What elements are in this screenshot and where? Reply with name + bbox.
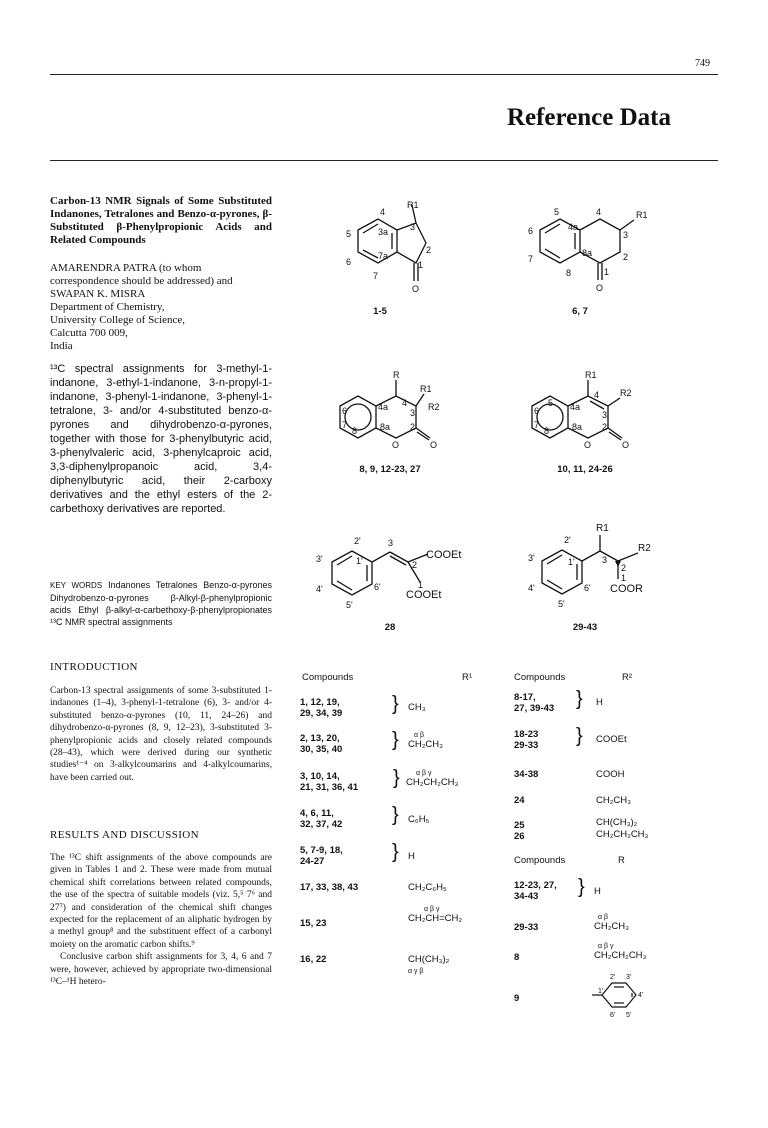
structure-label: 3' [528,553,535,563]
table-row-value: CH₂CH=CH₂ [408,913,463,924]
structure-label: 5 [554,207,560,217]
table-row-compounds: 9 [514,993,520,1004]
author-block [50,262,272,353]
introduction-text: Carbon-13 spectral assignments of some 3-substituted 1-indanones (1–4), 3-phenyl-1-tetralone (6), 3- and/or 4-substituted benzo-α-pyrones (10, 11, 24–26) and dihydrobenzo-α-pyrones (8, 9, 12–23), 3-substituted 3-phenylpropionic acids and closely related compounds (28–43), which were derived during our synthetic studies¹⁻⁴ on 3-alkylcoumarins and 4-alkylcoumarins, have been carried out. [50,686,272,783]
table-row-compounds: 17, 33, 38, 43 [300,882,359,893]
structure-label: 2 [623,252,629,262]
brace: } [578,876,585,898]
phenyl-label: 4' [638,992,644,999]
structure-label: 1' [568,557,575,567]
structure-label: 1 [418,580,424,590]
affiliation-line: Calcutta 700 009, [50,327,128,339]
table-row-compounds: 18-23 [514,729,539,740]
structure-label: 6 [534,406,540,416]
structure-tetralone [510,200,690,310]
author-line: AMARENDRA PATRA (to whom correspondence should be addressed) and [50,262,233,287]
structure-label: R [393,370,400,380]
structure-label: 7 [373,271,379,281]
structure-label: 3 [410,408,416,418]
structure-label: 3 [623,230,629,240]
structure-label: R1 [636,210,648,220]
structure-label: 8 [544,426,550,436]
affiliation-line: Department of Chemistry, [50,301,165,313]
table-row-value: COOH [596,769,625,780]
structure-label: 2' [564,535,571,545]
brace: } [392,841,399,863]
table-header: R¹ [462,672,473,683]
table-row-value: CH₂C₆H₅ [408,882,447,893]
structure-label: 6' [374,582,381,592]
greek-labels: α β γ [416,770,432,777]
table-row-value: H [408,851,415,862]
table-r [514,855,714,1035]
structure-label: 5 [548,398,554,408]
keywords-label: KEY WORDS [50,581,103,590]
structure-label: O [584,440,592,450]
structure-caption: 28 [384,622,396,633]
table-row-compounds: 34-38 [514,769,539,780]
structure-label: 5' [346,600,353,610]
table-row-value: CH₂CH₂CH₃ [406,777,459,788]
results-text [50,852,272,988]
brace: } [576,688,583,710]
structure-label: 6 [346,257,352,267]
structure-label: 3' [316,554,323,564]
structure-label: 4 [402,398,408,408]
table-row-compounds: 32, 37, 42 [300,819,343,830]
structure-caption: 1-5 [373,306,387,317]
table-row-compounds: 26 [514,831,525,842]
table-row-compounds: 27, 39-43 [514,703,555,714]
structure-label: 8 [566,268,572,278]
structure-label: 1 [621,573,627,583]
structure-label: 8a [572,422,583,432]
structure-label: 5 [346,229,352,239]
keywords-text: Indanones Tetralones Benzo-α-pyrones Dihydrobenzo-α-pyrones β-Alkyl-β-phenylpropionic acids Ethyl β-alkyl-α-carbethoxy-β-phenylpropionates ¹³C NMR spectral assignments [50,580,272,627]
table-header: R [618,855,625,866]
table-row-value: CH₂CH₃ [596,795,631,806]
results-heading: RESULTS AND DISCUSSION [50,829,199,841]
structure-label: R1 [585,370,597,380]
structure-label: 4 [596,207,602,217]
structure-label: R2 [428,402,440,412]
table-row-compounds: 30, 35, 40 [300,744,343,755]
table-row-compounds: 25 [514,820,525,831]
table-row-compounds: 8 [514,952,520,963]
structure-caption: 8, 9, 12-23, 27 [359,464,421,475]
structure-label: 3 [410,222,416,232]
table-row-compounds: 2, 13, 20, [300,733,340,744]
table-row-compounds: 5, 7-9, 18, [300,845,343,856]
structure-label: 8a [380,422,391,432]
structure-label: 4' [316,584,323,594]
structure-benzopyrone [510,368,670,468]
structure-caption: 29-43 [572,622,598,633]
structure-label: 3a [378,227,389,237]
structure-label: O [412,284,420,294]
phenyl-substituent-drawing [590,965,660,1025]
structure-label: 4 [594,390,600,400]
table-row-value: CH(CH₃)₂ [408,954,450,965]
structure-label: 6' [584,583,591,593]
greek-labels: α γ β [408,968,424,975]
structure-label: R2 [638,543,651,554]
table-row-compounds: 34-43 [514,891,539,902]
phenyl-label: 1' [598,988,604,995]
structure-label: 2' [354,536,361,546]
table-row-value: CH₂CH₂CH₃ [594,950,647,961]
table-row-compounds: 24 [514,795,525,806]
author-line: SWAPAN K. MISRA [50,288,146,300]
brace: } [392,693,399,715]
table-row-value: H [596,697,603,708]
structure-label: COOEt [426,549,462,561]
table-row-value: CH₂CH₂CH₃ [596,829,649,840]
table-row-compounds: 16, 22 [300,954,327,965]
table-row-compounds: 4, 6, 11, [300,808,334,819]
greek-labels: α β [414,732,425,739]
greek-labels: α β γ [424,906,440,913]
table-row-value: CH₃ [408,702,426,713]
section-rule [50,160,718,161]
structure-label: 4a [570,402,581,412]
structure-label: 4' [528,583,535,593]
table-row-compounds: 1, 12, 19, [300,697,340,708]
article-title: Carbon-13 NMR Signals of Some Substituted Indanones, Tetralones and Benzo-α-pyrones, β-Substituted β-Phenylpropionic Acids and Related Compounds [50,195,272,246]
structure-label: 6 [342,406,348,416]
phenyl-label: 3' [626,974,632,981]
brace: } [393,767,400,789]
structure-label: R1 [596,523,609,534]
structure-label: 2 [602,422,608,432]
table-r2 [514,672,714,842]
structure-label: 4a [378,402,389,412]
table-header: Compounds [302,672,354,683]
structure-label: R1 [407,200,419,210]
header-rule [50,74,718,75]
structure-label: 4a [568,222,579,232]
table-header: Compounds [514,855,566,866]
table-row-compounds: 24-27 [300,856,325,867]
phenyl-label: 2' [610,974,616,981]
table-row-compounds: 29-33 [514,922,539,933]
structure-label: 2 [621,563,627,573]
structure-label: 7 [528,254,534,264]
structure-indanone [318,195,458,305]
structure-label: R2 [620,388,632,398]
table-header: R² [622,672,633,683]
greek-labels: α β [598,914,609,921]
structure-label: 7a [378,251,389,261]
phenyl-label: 5' [626,1012,632,1019]
structure-label: 2 [426,245,432,255]
keywords [50,579,272,628]
table-row-value: CH(CH₃)₂ [596,817,638,828]
structure-compound-29-43 [522,515,682,620]
structure-label: 3 [388,538,394,548]
structure-label: 2 [412,560,418,570]
table-header: Compounds [514,672,566,683]
table-row-compounds: 3, 10, 14, [300,771,340,782]
structure-label: 1 [604,267,610,277]
structure-label: 7 [534,420,540,430]
table-row-value: C₆H₅ [408,814,430,825]
structure-label: 8 [352,426,358,436]
results-paragraph: The ¹³C shift assignments of the above compounds are given in Tables 1 and 2. These were made from mutual chemical shift correlations between related compounds, the use of the spectra of suitable models (viz. 5,⁵ 7⁶ and 27⁷) and consideration of the chemical shift changes expected for the replacement of an aliphatic hydrogen by a methyl group⁸ and the substituent effect of a carbonyl moiety on the aromatic carbon shifts.⁹ [50,853,272,950]
affiliation-line: India [50,340,73,352]
affiliation-line: University College of Science, [50,314,186,326]
brace: } [392,729,399,751]
phenyl-label: 6' [610,1012,616,1019]
table-row-compounds: 21, 31, 36, 41 [300,782,359,793]
structure-label: O [622,440,630,450]
structure-label: 8a [582,248,593,258]
structure-dihydrobenzopyrone [318,368,478,468]
structure-label: 1' [356,556,363,566]
table-row-compounds: 8-17, [514,692,536,703]
section-title: Reference Data [506,104,671,131]
structure-caption: 10, 11, 24-26 [557,464,613,475]
table-row-compounds: 12-23, 27, [514,880,557,891]
structure-label: O [430,440,438,450]
table-row-compounds: 15, 23 [300,918,327,929]
brace: } [392,804,399,826]
table-row-value: COOEt [596,734,627,745]
abstract: ¹³C spectral assignments for 3-methyl-1-indanone, 3-ethyl-1-indanone, 3-n-propyl-1-indanone, 3-phenyl-1-indanone, 3-phenyl-1-tetralone, 3- and/or 4-substituted benzo-α-pyrones and dihydrobenzo-α-pyrones, together with those for 3-phenylbutyric acid, 3-phenylvaleric acid, 3-phenylcaproic acid, 3,3-diphenylpropanoic acid, 3,4-diphenylbutyric acid, their 2-carboxy derivatives and the ethyl esters of the 2-carbethoxy derivatives are reported. [50,363,272,515]
table-row-compounds: 29-33 [514,740,539,751]
brace: } [576,725,583,747]
table-row-compounds: 29, 34, 39 [300,708,343,719]
page-number: 749 [695,58,710,69]
structure-label: COOEt [406,589,442,601]
structure-label: 3 [602,555,608,565]
table-r1 [300,672,500,892]
structure-label: 2 [410,422,416,432]
structure-label: COOR [610,583,643,595]
structure-label: 6 [528,226,534,236]
table-row-value: H [594,886,601,897]
structure-label: 1 [418,260,424,270]
greek-labels: α β γ [598,943,614,950]
structure-caption: 6, 7 [572,306,588,317]
structure-label: 3 [602,410,608,420]
table-row-value: CH₂CH₃ [408,739,443,750]
table-row-value: CH₂CH₃ [594,921,629,932]
structure-label: 5' [558,599,565,609]
structure-label: 7 [342,420,348,430]
structure-label: 4 [380,207,386,217]
introduction-heading: INTRODUCTION [50,661,138,673]
structure-compound-28 [310,532,485,624]
table-r1-continued [300,898,500,978]
structure-label: O [596,283,604,293]
structure-label: O [392,440,400,450]
results-paragraph: Conclusive carbon shift assignments for 3, 4, 6 and 7 were, however, achieved by appropriate two-dimensional ¹³C–¹H hetero- [50,952,272,988]
structure-label: R1 [420,384,432,394]
